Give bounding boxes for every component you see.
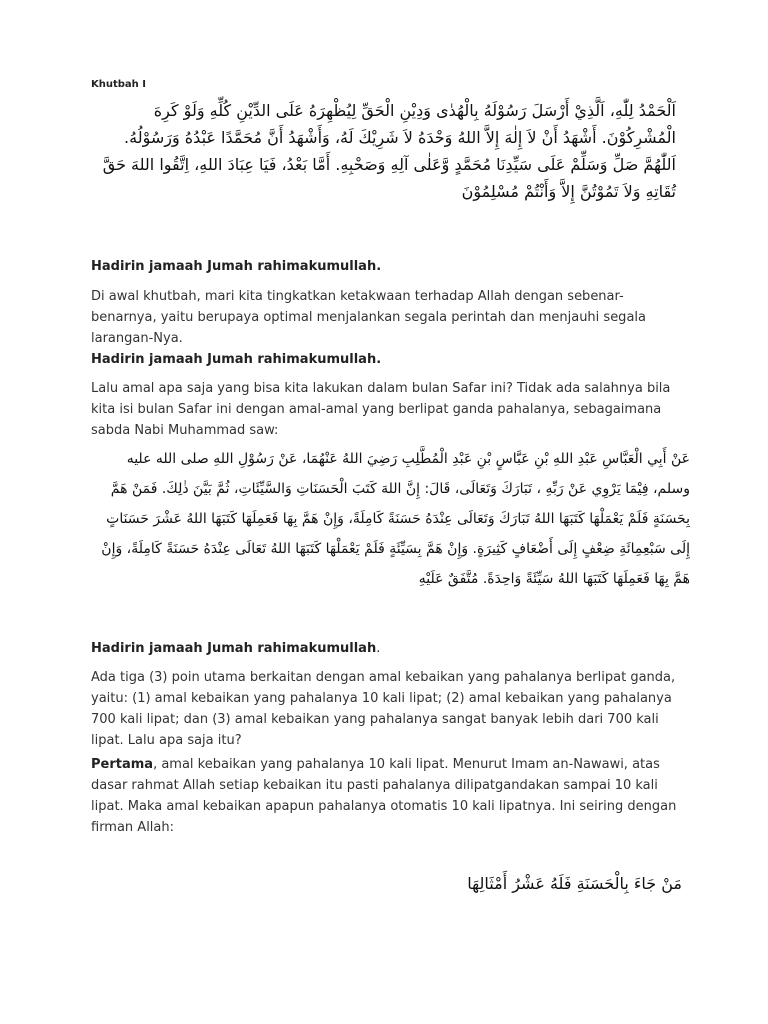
greeting-heading-3-text: Hadirin jamaah Jumah rahimakumullah (91, 641, 377, 656)
greeting-heading-1: Hadirin jamaah Jumah rahimakumullah. (91, 259, 382, 274)
paragraph-safar: Lalu amal apa saja yang bisa kita lakukan dalam bulan Safar ini? Tidak ada salahnya bila kita isi bulan Safar ini dengan amal-amal yang berlipat ganda pahalanya, sebagaimana sabda Nabi Muhammad saw: (91, 381, 671, 438)
greeting-heading-3 (91, 641, 380, 656)
opening-arabic-text: اَلْحَمْدُ لِلّٰهِ، اَلَّذِيْ أَرْسَلَ رَسُوْلَهُ بِالْهُدٰى وَدِيْنِ الْحَقِّ لِيُظْهِرَهُ عَلَى الدِّيْنِ كُلِّهِ وَلَوْ كَرِهَ الْمُشْرِكُوْنَ. أَشْهَدُ أَنْ لاَ إِلٰهَ إِلاَّ اللهُ وَحْدَهُ لاَ شَرِيْكَ لَهُ، وَأَشْهَدُ أَنَّ مُحَمَّدًا عَبْدُهُ وَرَسُوْلُهُ. اَللّٰهُمَّ صَلِّ وَسَلِّمْ عَلَى سَيِّدِنَا مُحَمَّدٍ وَّعَلٰى آلِهِ وَصَحْبِهِ. أَمَّا بَعْدُ، فَيَا عِبَادَ اللهِ، اِتَّقُوا اللهَ حَقَّ تُقَاتِهِ وَلاَ تَمُوْتُنَّ إِلاَّ وَأَنْتُمْ مُسْلِمُوْنَ (102, 101, 676, 201)
paragraph-pertama-lead: Pertama (91, 757, 154, 772)
verse-arabic-text: مَنْ جَاءَ بِالْحَسَنَةِ فَلَهُ عَشْرُ أَمْثَالِهَا (467, 874, 682, 893)
paragraph-taqwa: Di awal khutbah, mari kita tingkatkan ketakwaan terhadap Allah dengan sebenar-benarnya, yaitu berupaya optimal menjalankan segala perintah dan menjauhi segala larangan-Nya. (91, 289, 646, 346)
greeting-heading-3-period: . (376, 641, 381, 656)
paragraph-three-points: Ada tiga (3) poin utama berkaitan dengan amal kebaikan yang pahalanya berlipat ganda, yaitu: (1) amal kebaikan yang pahalanya 10 kali lipat; (2) amal kebaikan yang pahalanya 700 kali lipat; dan (3) amal kebaikan yang pahalanya sangat banyak lebih dari 700 kali lipat. Lalu apa saja itu? (91, 670, 676, 748)
paragraph-pertama-body: , amal kebaikan yang pahalanya 10 kali lipat. Menurut Imam an-Nawawi, atas dasar rahmat Allah setiap kebaikan itu pasti pahalanya dilipatgandakan sampai 10 kali lipat. Maka amal kebaikan apapun pahalanya otomatis 10 kali lipatnya. Ini seiring dengan firman Allah: (91, 757, 677, 835)
hadith-arabic-text: عَنْ أَبِي الْعَبَّاسِ عَبْدِ اللهِ بْنِ عَبَّاسٍ بْنِ عَبْدِ الْمُطَّلِبِ رَضِيَ اللهُ عَنْهُمَا، عَنْ رَسُوْلِ اللهِ صلى الله عليه وسلم، فِيْمَا يَرْوِي عَنْ رَبِّهِ ، تَبَارَكَ وَتَعَالَى، قَالَ: إِنَّ اللهَ كَتَبَ الْحَسَنَاتِ وَالسَّيِّئَاتِ، ثُمَّ بَيَّنَ ذٰلِكَ. فَمَنْ هَمَّ بِحَسَنَةٍ فَلَمْ يَعْمَلْهَا كَتَبَهَا اللهُ تَبَارَكَ وَتَعَالَى عِنْدَهُ حَسَنَةً كَامِلَةً، وَإِنْ هَمَّ بِهَا فَعَمِلَهَا كَتَبَهَا اللهُ عَشْرَ حَسَنَاتٍ إِلَى سَبْعِمِائَةِ ضِعْفٍ إِلَى أَضْعَافٍ كَثِيرَةٍ. وَإِنْ هَمَّ بِسَيِّئَةٍ فَلَمْ يَعْمَلْهَا كَتَبَهَا اللهُ تَعَالَى عِنْدَهُ حَسَنَةً كَامِلَةً، وَإِنْ هَمَّ بِهَا فَعَمِلَهَا كَتَبَهَا اللهُ سَيِّئَةً وَاحِدَةً. مُتَّفَقٌ عَلَيْهِ (101, 451, 690, 587)
greeting-heading-2: Hadirin jamaah Jumah rahimakumullah. (91, 352, 382, 367)
section-label: Khutbah I (91, 79, 146, 90)
paragraph-pertama (91, 754, 686, 838)
